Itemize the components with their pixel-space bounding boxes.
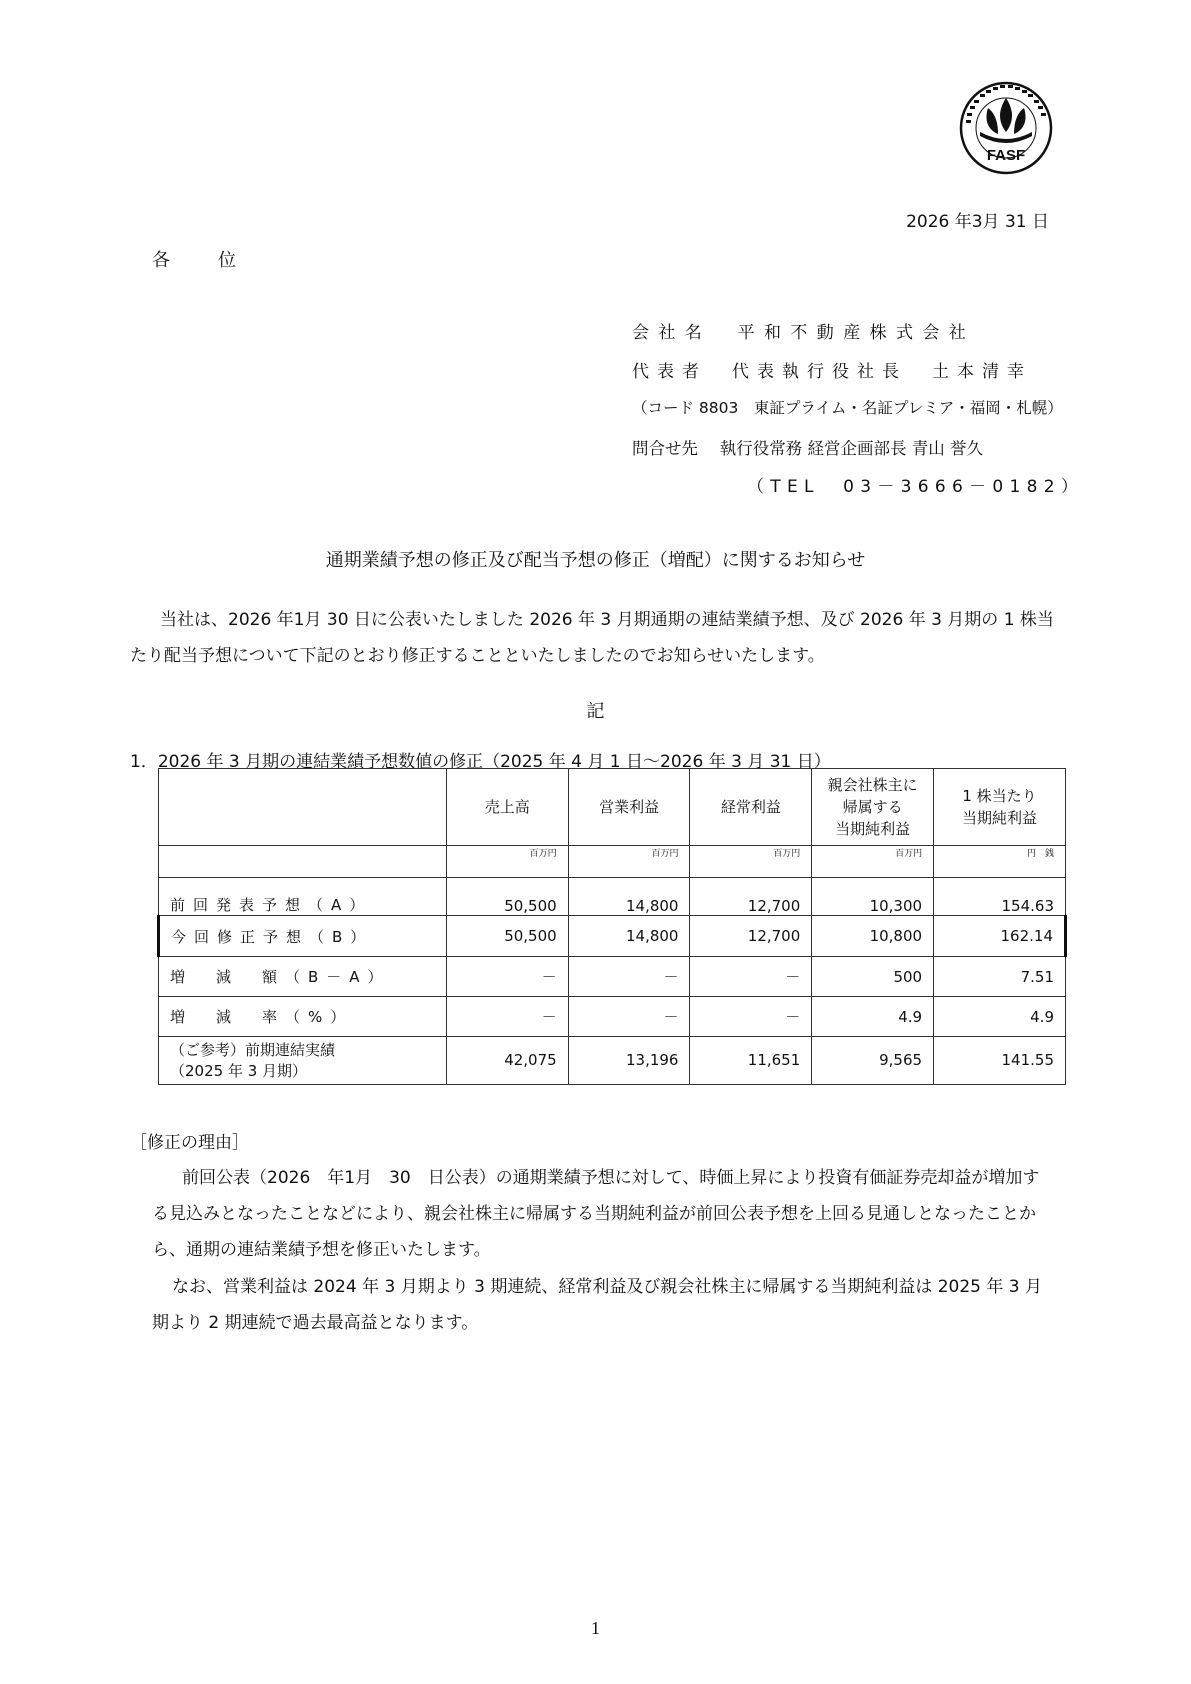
cell-value: － bbox=[690, 997, 812, 1037]
row-label-line-2: （2025 年 3 月期） bbox=[170, 1061, 308, 1080]
ki-heading: 記 bbox=[586, 701, 605, 722]
cell-value: 12,700 bbox=[690, 916, 812, 957]
cell-value: 10,800 bbox=[812, 916, 934, 957]
header-eps-line-1: 1 株当たり bbox=[962, 787, 1037, 805]
row-label: 今回修正予想（B） bbox=[159, 916, 447, 957]
telephone-line: （TEL 03－3666－0182） bbox=[747, 477, 1085, 497]
table-row-prior-year-actual bbox=[159, 1037, 1066, 1085]
table-row-revised-forecast bbox=[159, 916, 1066, 957]
cell-value: 50,500 bbox=[446, 878, 568, 916]
representative-line: 代表者 代表執行役社長 土本清幸 bbox=[632, 362, 1032, 382]
reason-heading: ［修正の理由］ bbox=[130, 1133, 249, 1153]
cell-value: 162.14 bbox=[934, 916, 1066, 957]
fasf-logo bbox=[958, 80, 1054, 176]
table-header-row bbox=[159, 769, 1066, 846]
unit-label-cell bbox=[159, 846, 447, 878]
cell-value: － bbox=[690, 957, 812, 997]
unit-cell: 百万円 bbox=[690, 846, 812, 878]
header-ordinary-profit: 経常利益 bbox=[690, 769, 812, 846]
row-label: 増 減 額（B－A） bbox=[159, 957, 447, 997]
addressee-char-1: 各 bbox=[152, 250, 170, 271]
forecast-table bbox=[157, 768, 1067, 1085]
row-label bbox=[159, 1037, 447, 1085]
contact-line: 問合せ先 執行役常務 経営企画部長 青山 誉久 bbox=[632, 439, 983, 458]
cell-value: 11,651 bbox=[690, 1037, 812, 1085]
reason-paragraph-2: なお、営業利益は 2024 年 3 月期より 3 期連続、経常利益及び親会社株主に帰属する当期純利益は 2025 年 3 月期より 2 期連続で過去最高益となります。 bbox=[152, 1277, 1043, 1333]
reason-paragraph-1: 前回公表（2026 年1月 30 日公表）の通期業績予想に対して、時価上昇により投資有価証券売却益が増加する見込みとなったことなどにより、親会社株主に帰属する当期純利益が前回公表予想を上回る見通しとなったことから、通期の連結業績予想を修正いたします。 bbox=[152, 1168, 1040, 1260]
page-number: 1 bbox=[591, 1618, 600, 1638]
header-operating-profit: 営業利益 bbox=[568, 769, 690, 846]
cell-value: 10,300 bbox=[812, 878, 934, 916]
unit-row bbox=[159, 846, 1066, 878]
cell-value: 4.9 bbox=[812, 997, 934, 1037]
cell-value: － bbox=[446, 997, 568, 1037]
unit-cell: 円 銭 bbox=[934, 846, 1066, 878]
header-net-income-line-1: 親会社株主に bbox=[827, 776, 918, 794]
cell-value: 4.9 bbox=[934, 997, 1066, 1037]
cell-value: 14,800 bbox=[568, 916, 690, 957]
logo-mark-text: FASF bbox=[986, 147, 1026, 164]
header-eps-line-2: 当期純利益 bbox=[962, 809, 1038, 827]
unit-cell: 百万円 bbox=[812, 846, 934, 878]
cell-value: － bbox=[446, 957, 568, 997]
cell-value: 13,196 bbox=[568, 1037, 690, 1085]
section1-title: 1．2026 年 3 月期の連結業績予想数値の修正（2025 年 4 月 1 日～2026 年 3 月 31 日） bbox=[130, 752, 831, 772]
row-label: 前回発表予想（A） bbox=[159, 878, 447, 916]
unit-cell: 百万円 bbox=[568, 846, 690, 878]
unit-cell: 百万円 bbox=[446, 846, 568, 878]
table-row-previous-forecast bbox=[159, 878, 1066, 916]
cell-value: 42,075 bbox=[446, 1037, 568, 1085]
cell-value: － bbox=[568, 997, 690, 1037]
document-date: 2026 年3月 31 日 bbox=[906, 212, 1049, 232]
table-row-change-amount bbox=[159, 957, 1066, 997]
fasf-logo-mark bbox=[958, 80, 1054, 176]
header-net-income bbox=[812, 769, 934, 846]
cell-value: 9,565 bbox=[812, 1037, 934, 1085]
header-eps bbox=[934, 769, 1066, 846]
table-corner-cell bbox=[159, 769, 447, 846]
stock-code-line: （コード 8803 東証プライム・名証プレミア・福岡・札幌） bbox=[632, 399, 1063, 417]
header-net-income-line-3: 当期純利益 bbox=[835, 820, 911, 838]
row-label: 増 減 率（%） bbox=[159, 997, 447, 1037]
cell-value: 12,700 bbox=[690, 878, 812, 916]
cell-value: 500 bbox=[812, 957, 934, 997]
cell-value: 7.51 bbox=[934, 957, 1066, 997]
cell-value: 154.63 bbox=[934, 878, 1066, 916]
cell-value: － bbox=[568, 957, 690, 997]
cell-value: 141.55 bbox=[934, 1037, 1066, 1085]
header-net-income-line-2: 帰属する bbox=[842, 798, 903, 816]
intro-paragraph: 当社は、2026 年1月 30 日に公表いたしました 2026 年 3 月期通期の連結業績予想、及び 2026 年 3 月期の 1 株当たり配当予想について下記のとおり修正することといたしましたのでお知らせいたします。 bbox=[130, 610, 1054, 666]
cell-value: 14,800 bbox=[568, 878, 690, 916]
cell-value: 50,500 bbox=[446, 916, 568, 957]
header-sales: 売上高 bbox=[446, 769, 568, 846]
addressee-char-2: 位 bbox=[218, 250, 236, 271]
addressee bbox=[152, 246, 236, 272]
row-label-line-1: （ご参考）前期連結実績 bbox=[170, 1040, 336, 1059]
page-title: 通期業績予想の修正及び配当予想の修正（増配）に関するお知らせ bbox=[325, 550, 866, 571]
company-name-line: 会社名 平和不動産株式会社 bbox=[632, 323, 976, 343]
table-row-change-rate bbox=[159, 997, 1066, 1037]
